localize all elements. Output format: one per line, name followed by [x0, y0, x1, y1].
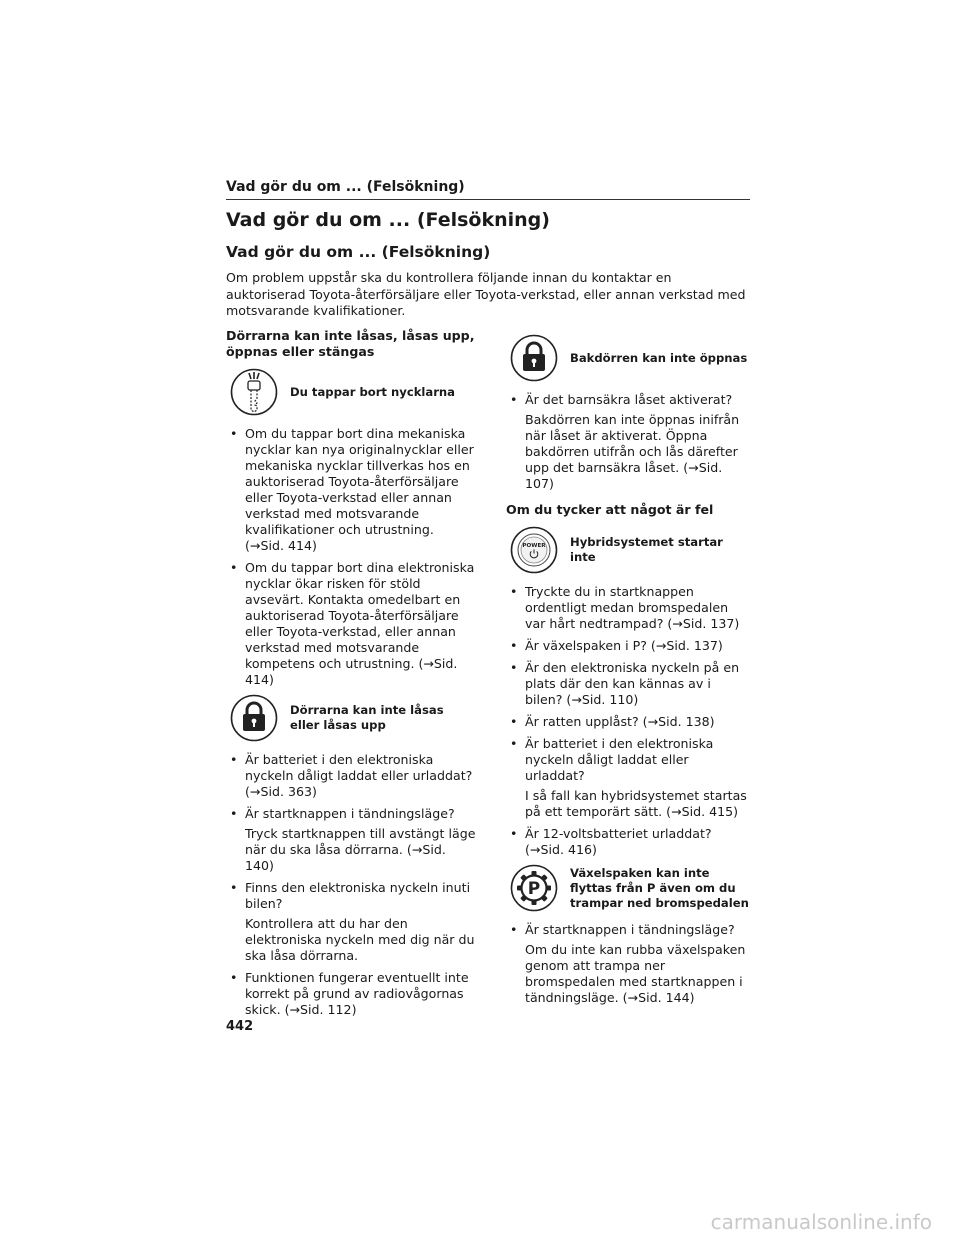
list-item-text: Är startknappen i tändningsläge?	[525, 922, 735, 937]
list-item-note: Kontrollera att du har den elektroniska nyckeln med dig när du ska låsa dörrarna.	[245, 916, 475, 963]
list-item: • Om du tappar bort dina mekaniska nycklar kan nya originalnycklar eller mekaniska nycklar tillverkas hos en auktoriserad Toyota-återförsäljare eller Toyota-verkstad eller annan verkstad med motsvarande kvalifikationer och utrustning. (→Sid. 414)	[226, 426, 476, 554]
subsection-shift-lever	[510, 864, 750, 912]
list-item-text: Är den elektroniska nyckeln på en plats där den kan kännas av i bilen? (→Sid. 110)	[525, 660, 740, 707]
page-subtitle: Vad gör du om ... (Felsökning)	[226, 243, 491, 261]
list-item-text: Finns den elektroniska nyckeln inuti bilen?	[245, 880, 471, 911]
list-item	[506, 826, 750, 858]
key-icon	[230, 368, 278, 416]
bullet-list-doors-lock	[226, 752, 476, 1018]
power-button-icon	[510, 526, 558, 574]
subsection-doors-lock	[230, 694, 476, 742]
list-item	[226, 752, 476, 800]
list-item: • Om du tappar bort dina elektroniska nycklar ökar risken för stöld avsevärt. Kontakta omedelbart en auktoriserad Toyota-återförsäljare eller Toyota-verkstad, eller annan verkstad med motsvarande kompetens och utrustning. (→Sid. 414)	[226, 560, 476, 688]
subsection-lost-keys	[230, 368, 476, 416]
subsection-label: Hybridsystemet startar inte	[570, 535, 723, 564]
shift-p-text: P	[527, 879, 541, 899]
bullet-list-lost-keys	[226, 426, 476, 688]
subsection-hybrid-start	[510, 526, 750, 574]
list-item-text: Är startknappen i tändningsläge?	[245, 806, 455, 821]
bullet-list-hybrid-start	[506, 584, 750, 858]
list-item	[506, 714, 750, 730]
list-item-text: Funktionen fungerar eventuellt inte korrekt på grund av radiovågornas skick. (→Sid. 112)	[245, 970, 469, 1017]
running-head: Vad gör du om ... (Felsökning)	[226, 179, 465, 195]
list-item	[226, 880, 476, 964]
section-heading-something-wrong: Om du tycker att något är fel	[506, 502, 714, 517]
power-button-text: POWER	[522, 543, 546, 549]
subsection-back-door	[510, 334, 750, 382]
list-item-text: Är 12-voltsbatteriet urladdat? (→Sid. 416)	[525, 826, 712, 857]
intro-paragraph: Om problem uppstår ska du kontrollera följande innan du kontaktar en auktoriserad Toyota-återförsäljare eller Toyota-verkstad, eller annan verkstad med motsvarande kvalifikationer.	[226, 270, 746, 318]
page-number: 442	[226, 1019, 254, 1034]
list-item	[506, 922, 750, 1006]
page-title: Vad gör du om ... (Felsökning)	[226, 209, 550, 231]
bullet-list-shift-lever	[506, 922, 750, 1006]
list-item-text: Är det barnsäkra låset aktiverat?	[525, 392, 733, 407]
list-item	[506, 736, 750, 820]
watermark: carmanualsonline.info	[710, 1210, 932, 1234]
bullet-list-back-door	[506, 392, 750, 492]
list-item	[506, 638, 750, 654]
list-item	[506, 392, 750, 492]
lock-icon	[510, 334, 558, 382]
section-heading-doors: Dörrarna kan inte låsas, låsas upp, öppnas eller stängas	[226, 328, 475, 359]
list-item-note: Om du inte kan rubba växelspaken genom att trampa ner bromspedalen med startknappen i tändningsläge. (→Sid. 144)	[525, 942, 746, 1005]
right-column	[506, 328, 750, 1012]
subsection-label: Växelspaken kan inte flyttas från P även om du trampar ned bromspedalen	[570, 865, 749, 910]
list-item	[506, 660, 750, 708]
list-item	[226, 970, 476, 1018]
subsection-label: Bakdörren kan inte öppnas	[570, 350, 748, 365]
subsection-label: Du tappar bort nycklarna	[290, 384, 456, 399]
list-item-note: Bakdörren kan inte öppnas inifrån när låset är aktiverat. Öppna bakdörren utifrån och lås därefter upp det barnsäkra låset. (→Sid. 107)	[525, 412, 740, 491]
left-column	[226, 328, 476, 1024]
subsection-label: Dörrarna kan inte låsas eller låsas upp	[290, 703, 444, 732]
list-item-text: Tryckte du in startknappen ordentligt medan bromspedalen var hårt nedtrampad? (→Sid. 137)	[525, 584, 740, 631]
list-item	[226, 806, 476, 874]
list-item	[506, 584, 750, 632]
shift-p-gear-icon	[510, 864, 558, 912]
lock-icon	[230, 694, 278, 742]
list-item-text: Är batteriet i den elektroniska nyckeln dåligt laddat eller urladdat?	[525, 736, 714, 783]
list-item-note: Tryck startknappen till avstängt läge när du ska låsa dörrarna. (→Sid. 140)	[245, 826, 476, 873]
list-item-text: Är växelspaken i P? (→Sid. 137)	[525, 638, 723, 653]
list-item-text: Är ratten upplåst? (→Sid. 138)	[525, 714, 715, 729]
header-rule	[226, 199, 750, 200]
list-item-note: I så fall kan hybridsystemet startas på ett temporärt sätt. (→Sid. 415)	[525, 788, 747, 819]
list-item-text: Är batteriet i den elektroniska nyckeln dåligt laddat eller urladdat? (→Sid. 363)	[245, 752, 473, 799]
